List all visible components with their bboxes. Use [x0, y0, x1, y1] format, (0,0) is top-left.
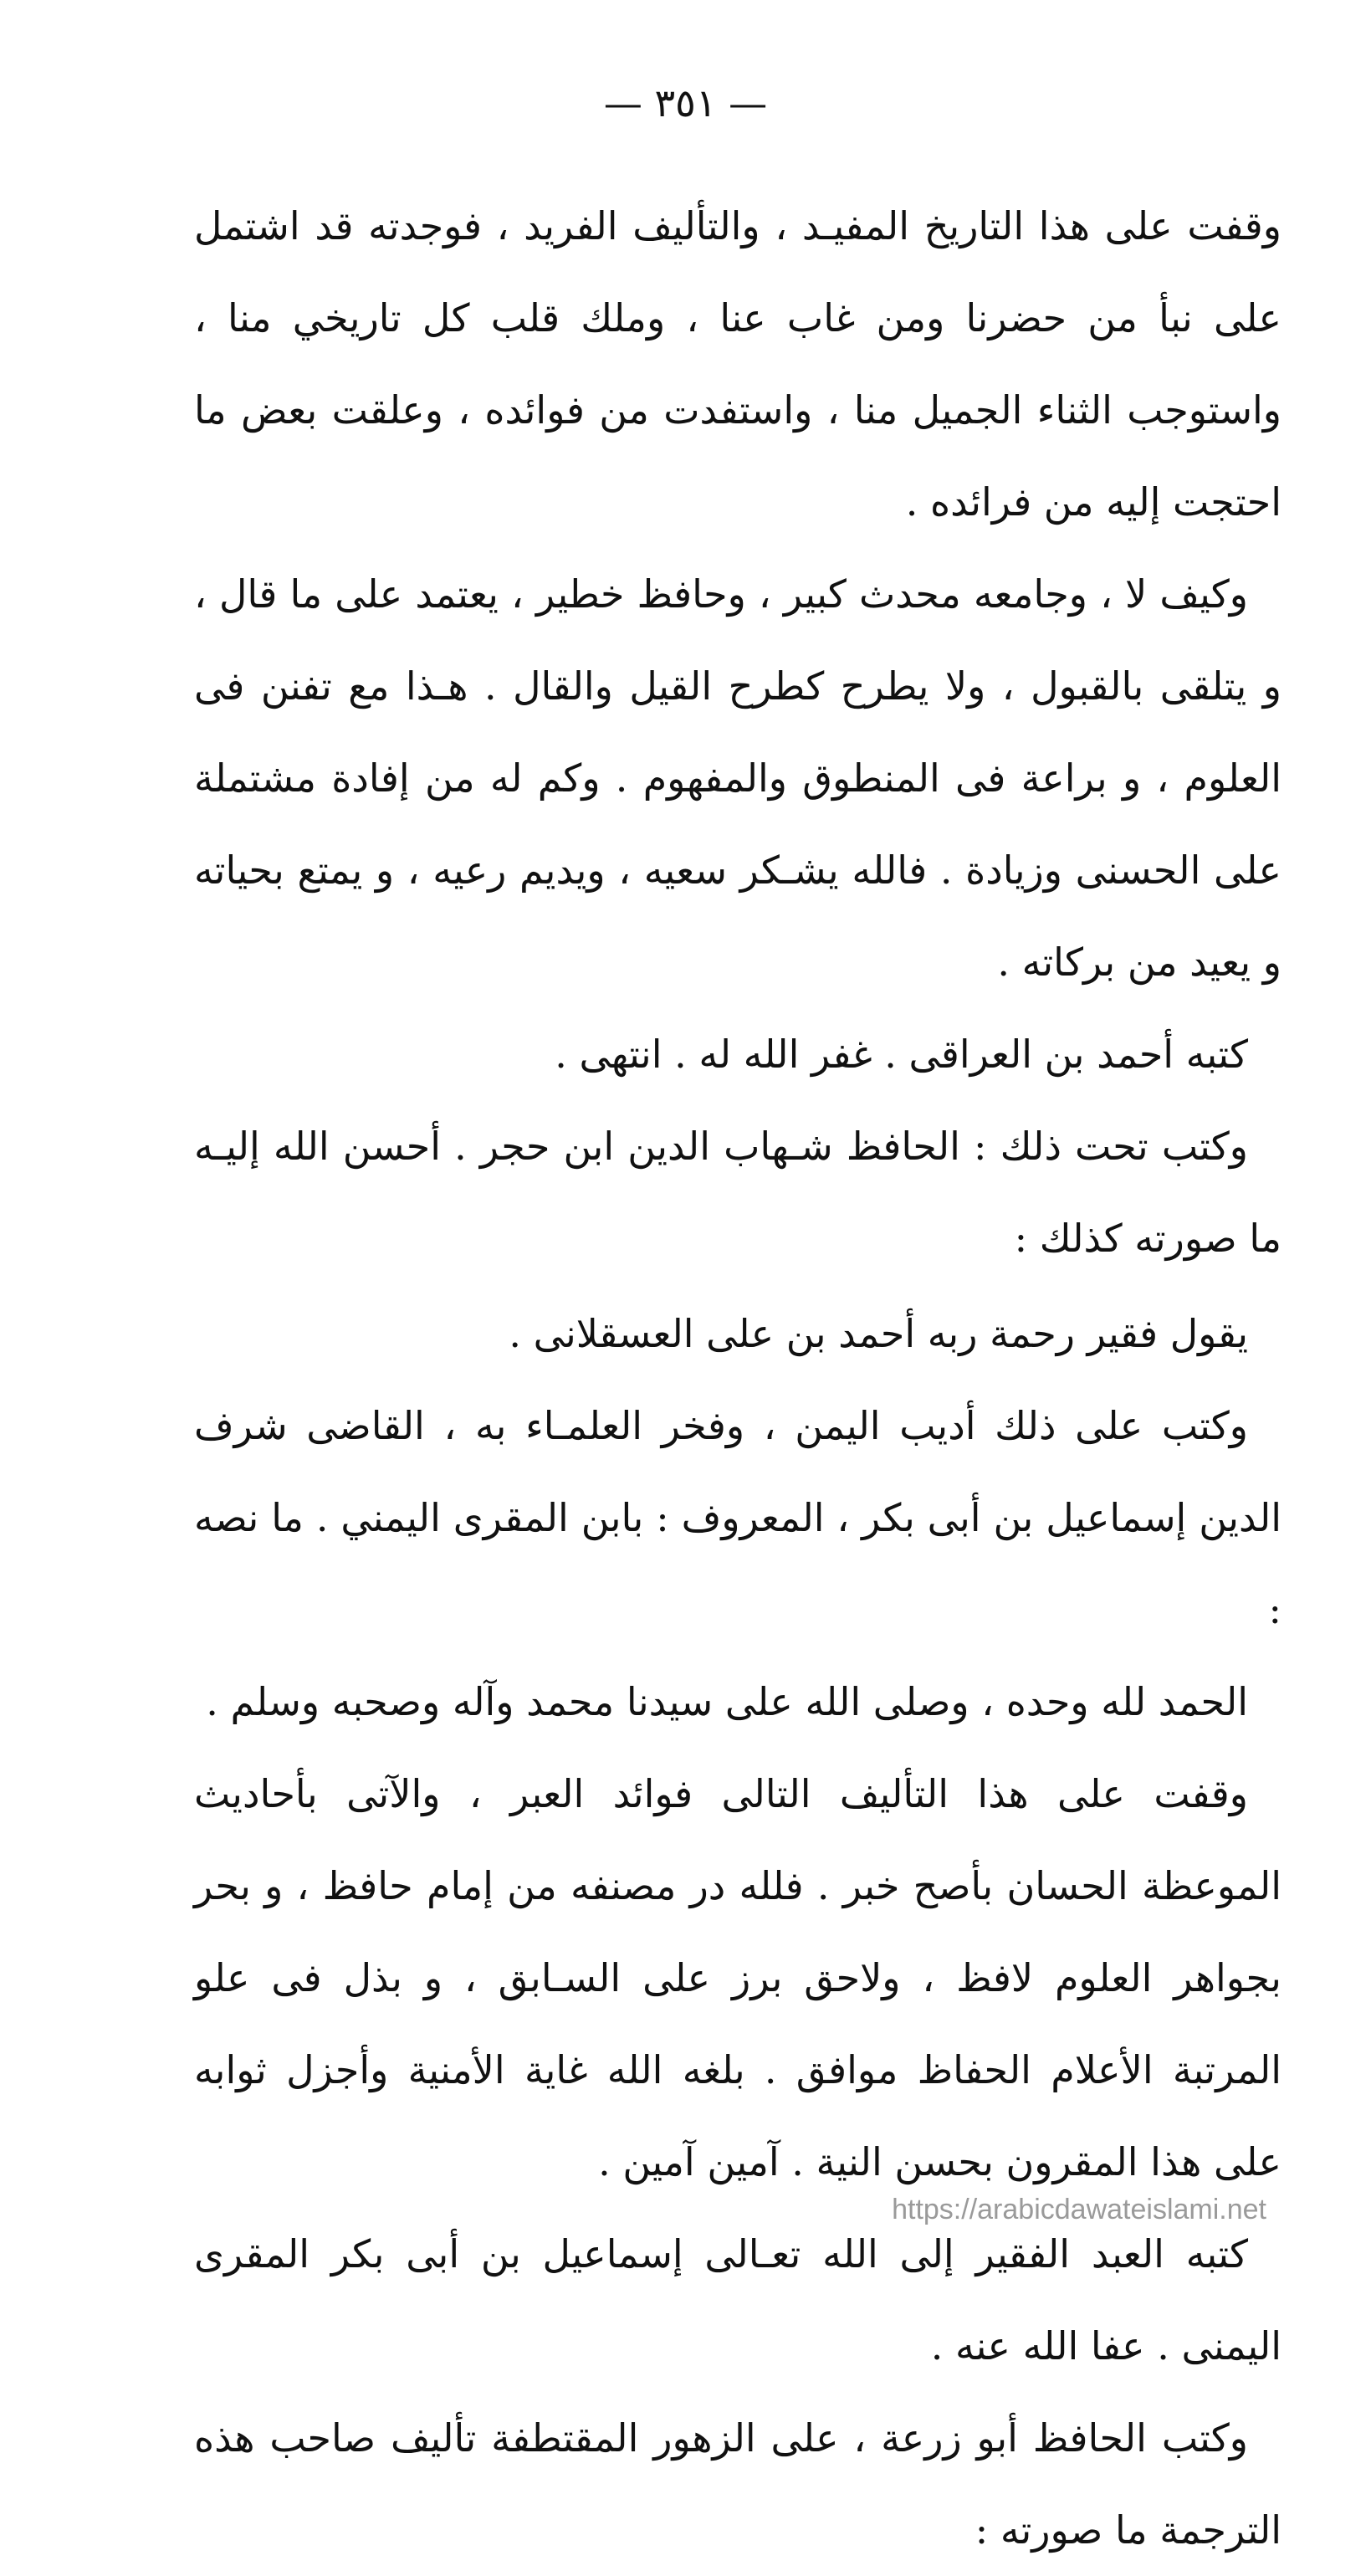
paragraph-4: وكتب تحت ذلك : الحافظ شـهاب الدين ابن حجر . أحسن الله إليـه ما صورته كذلك :: [194, 1124, 1281, 1261]
paragraph-1: وقفت على هذا التاريخ المفيـد ، والتأليف الفريد ، فوجدته قد اشتمل على نبأ من حضرنا ومن غاب عنا ، وملك قلب كل تاريخي منا ، واستوجب الثناء الجميل منا ، واستفدت من فوائده ، وعلقت بعض ما احتجت إليه من فرائده .: [194, 203, 1281, 525]
paragraph-10: وكتب الحافظ أبو زرعة ، على الزهور المقتطفة تأليف صاحب هذه الترجمة ما صورته :: [194, 2415, 1281, 2553]
paragraph-5: يقول فقير رحمة ربه أحمد بن على العسقلانى .: [509, 1311, 1248, 1356]
paragraph-9: كتبه العبد الفقير إلى الله تعـالى إسماعيل بن أبى بكر المقرى اليمنى . عفا الله عنه .: [194, 2231, 1281, 2369]
paragraph-8: وقفت على هذا التأليف التالى فوائد العبر ، والآتى بأحاديث الموعظة الحسان بأصح خبر . فلله در مصنفه من إمام حافظ ، و بحر بجواهر العلوم لافظ ، ولاحق برز على السـابق ، و بذل فى علو المرتبة الأعلام الحفاظ موافق . بلغه الله غاية الأمنية وأجزل ثوابه على هذا المقرون بحسن النية . آمين آمين .: [194, 1771, 1281, 2184]
page-number: — ٣٥١ —: [603, 80, 768, 125]
paragraph-7: الحمد لله وحده ، وصلى الله على سيدنا محمد وآله وصحبه وسلم .: [206, 1679, 1248, 1724]
paragraph-3: كتبه أحمد بن العراقى . غفر الله له . انتهى .: [555, 1032, 1248, 1077]
paragraph-2: وكيف لا ، وجامعه محدث كبير ، وحافظ خطير ، يعتمد على ما قال ، و يتلقى بالقبول ، ولا يطرح كطرح القيل والقال . هـذا مع تفنن فى العلوم ، و براعة فى المنطوق والمفهوم . وكم له من إفادة مشتملة على الحسنى وزيادة . فالله يشـكر سعيه ، ويديم رعيه ، و يمتع بحياته و يعيد من بركاته .: [194, 571, 1281, 985]
watermark-url: https://arabicdawateislami.net: [892, 2194, 1266, 2225]
paragraph-6: وكتب على ذلك أديب اليمن ، وفخر العلمـاء به ، القاضى شرف الدين إسماعيل بن أبى بكر ، المعروف : بابن المقرى اليمني . ما نصه :: [194, 1403, 1281, 1632]
